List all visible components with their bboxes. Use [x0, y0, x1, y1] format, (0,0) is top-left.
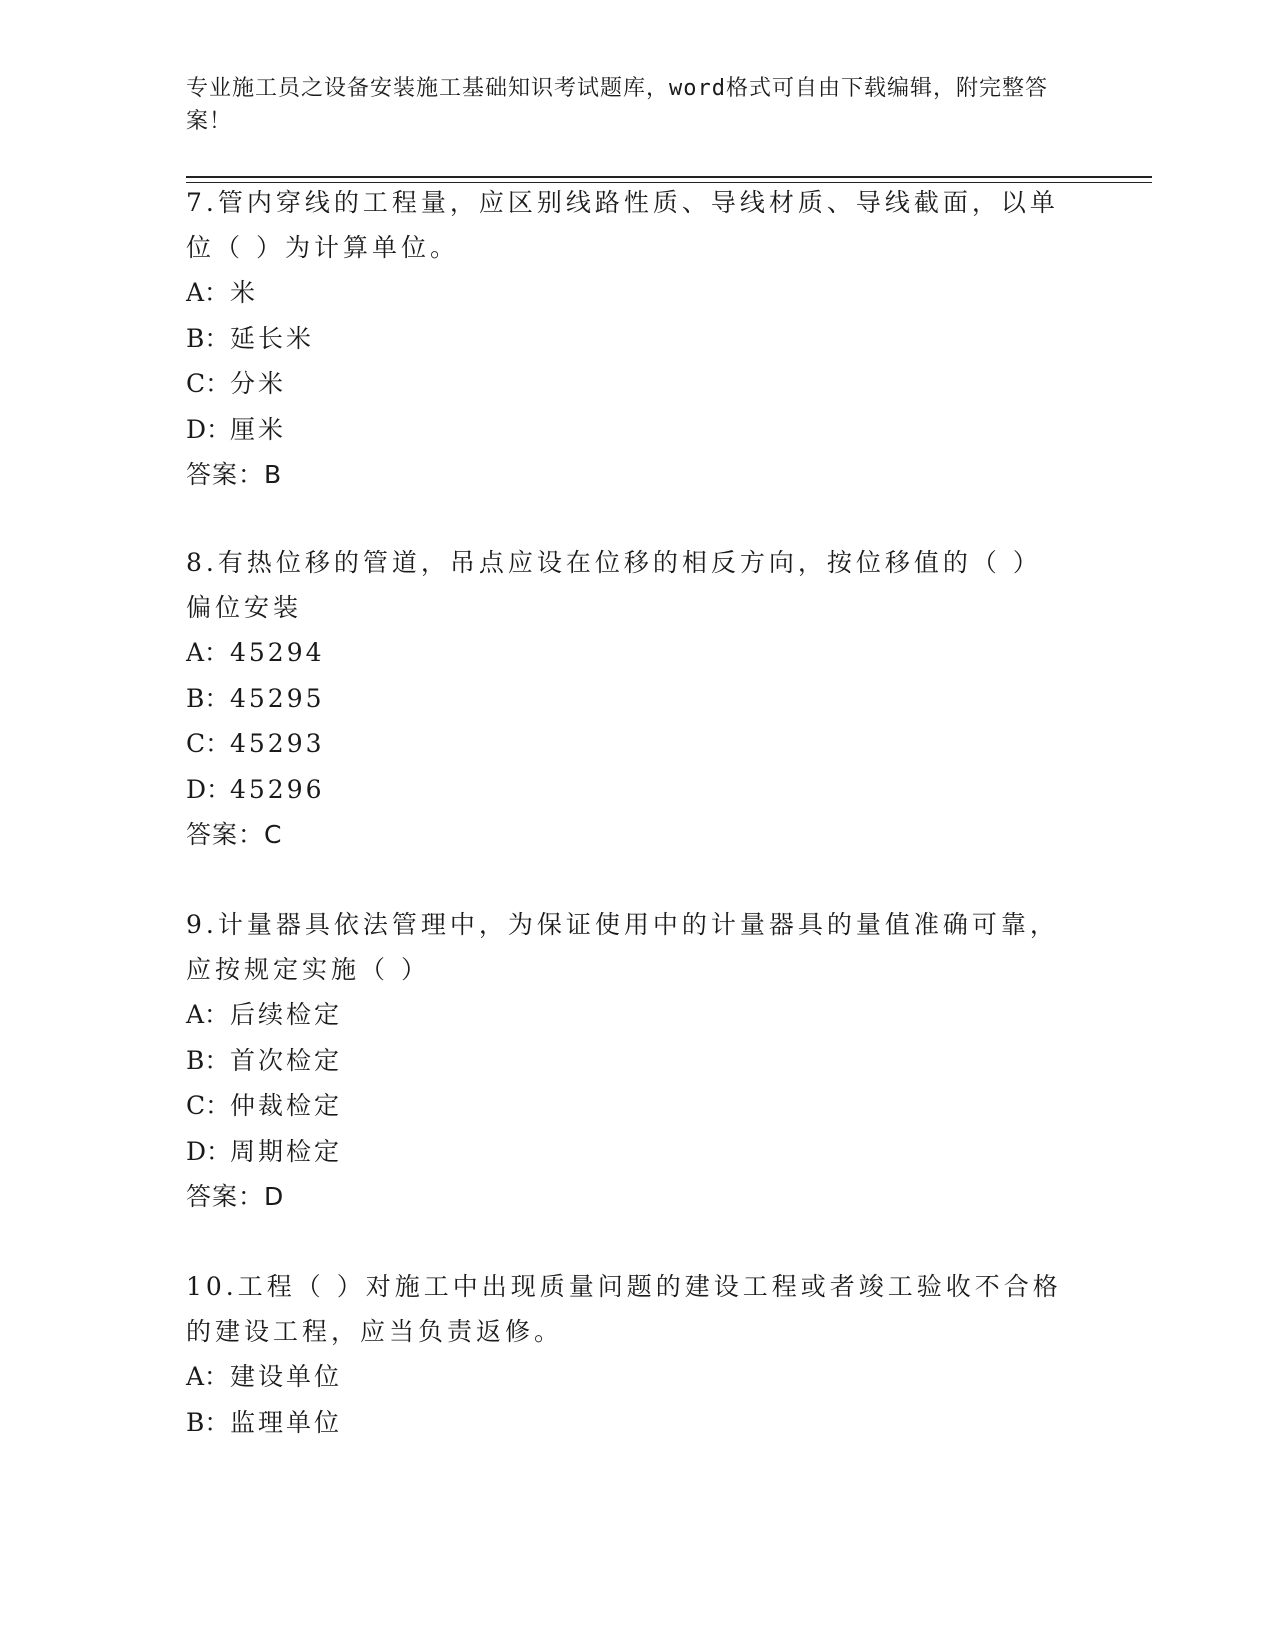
option-a	[186, 992, 1066, 1038]
option-key: D：	[186, 774, 232, 804]
option-c	[186, 361, 1066, 407]
option-key: C：	[186, 369, 231, 398]
option-key: A：	[186, 1000, 230, 1029]
answer-label: 答案：C	[186, 820, 283, 849]
option-key: A：	[186, 1362, 230, 1391]
option-c	[186, 1083, 1066, 1129]
header-divider	[186, 176, 1152, 178]
option-text: 仲裁检定	[230, 1091, 343, 1120]
option-text: 分米	[230, 369, 287, 398]
option-text: 45295	[230, 683, 325, 713]
question-stem: 9.计量器具依法管理中，为保证使用中的计量器具的量值准确可靠，应按规定实施（ ）	[186, 910, 1059, 984]
option-a	[186, 630, 1066, 676]
option-key: C：	[186, 729, 231, 758]
question-10	[186, 1264, 1066, 1445]
option-b	[186, 676, 1066, 722]
document-header: 专业施工员之设备安装施工基础知识考试题库，word格式可自由下载编辑，附完整答案！	[186, 76, 1048, 134]
option-key: C：	[186, 1091, 231, 1120]
question-8	[186, 540, 1066, 858]
option-key: B：	[186, 683, 230, 713]
option-d	[186, 407, 1066, 453]
option-text: 延长米	[230, 323, 315, 353]
option-key: D：	[186, 1136, 232, 1166]
option-d	[186, 1129, 1066, 1175]
option-b	[186, 316, 1066, 362]
option-b	[186, 1400, 1066, 1446]
option-key: B：	[186, 323, 230, 353]
option-key: B：	[186, 1045, 230, 1075]
option-text: 周期检定	[230, 1136, 343, 1166]
question-stem: 7.管内穿线的工程量，应区别线路性质、导线材质、导线截面，以单位（ ）为计算单位。	[186, 188, 1059, 262]
option-key: A：	[186, 638, 230, 667]
option-text: 厘米	[230, 414, 287, 444]
option-b	[186, 1038, 1066, 1084]
question-stem: 8.有热位移的管道，吊点应设在位移的相反方向，按位移值的（ ）偏位安装	[186, 548, 1042, 622]
question-7	[186, 180, 1066, 498]
answer-label: 答案：D	[186, 1182, 285, 1211]
option-text: 后续检定	[230, 1000, 343, 1029]
option-text: 45294	[230, 638, 325, 667]
option-key: D：	[186, 414, 232, 444]
option-a	[186, 270, 1066, 316]
option-text: 监理单位	[230, 1407, 343, 1437]
option-a	[186, 1354, 1066, 1400]
option-text: 建设单位	[230, 1362, 343, 1391]
answer-label: 答案：B	[186, 460, 283, 489]
option-text: 首次检定	[230, 1045, 343, 1075]
option-key: B：	[186, 1407, 230, 1437]
option-c	[186, 721, 1066, 767]
option-text: 米	[230, 278, 259, 307]
question-9	[186, 902, 1066, 1220]
option-d	[186, 767, 1066, 813]
option-text: 45296	[230, 774, 325, 804]
option-key: A：	[186, 278, 230, 307]
question-stem: 10.工程（ ）对施工中出现质量问题的建设工程或者竣工验收不合格的建设工程，应当负责返修。	[186, 1272, 1062, 1346]
option-text: 45293	[230, 729, 325, 758]
